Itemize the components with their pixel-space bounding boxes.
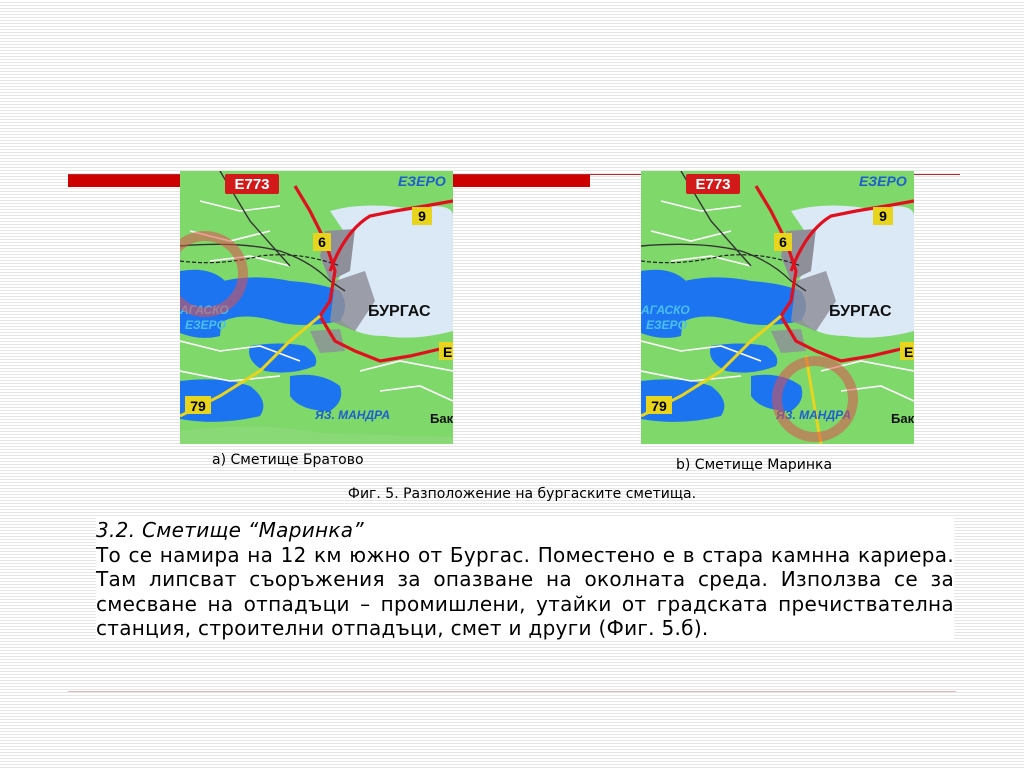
lake-label: ЕЗЕРО: [859, 173, 907, 189]
west-lake-label-1: АГАСКО: [180, 303, 229, 317]
top-rule-right: [914, 174, 960, 175]
west-lake-label-1: АГАСКО: [641, 303, 690, 317]
road-9-label: 9: [418, 208, 426, 224]
map-bratovo: [180, 171, 453, 444]
section-paragraph: То се намира на 12 км южно от Бургас. Поместено е в стара камнна кариера. Там липсват съоръжения за опазване на околната среда. Използва се за смесване на отпадъци – промишлени, утайки от градската пречиствателна станция, строителни отпадъци, смет и други (Фиг. 5.б).: [96, 542, 954, 640]
caption-b: b) Сметище Маринка: [676, 457, 833, 473]
bottom-rule: [68, 691, 956, 692]
section-title: 3.2. Сметище “Маринка”: [96, 518, 364, 542]
lake-label: ЕЗЕРО: [398, 173, 446, 189]
dam-label: ЯЗ. МАНДРА: [776, 408, 852, 422]
road-79-label: 79: [651, 398, 667, 414]
figure-caption: Фиг. 5. Разположение на бургаските сметища.: [347, 486, 697, 502]
east-label: Бак: [891, 411, 914, 426]
road-79-label: 79: [190, 398, 206, 414]
road-e-label: Е: [904, 344, 914, 360]
dam-label: ЯЗ. МАНДРА: [315, 408, 391, 422]
city-label: БУРГАС: [368, 303, 431, 320]
road-9-label: 9: [879, 208, 887, 224]
section-block: [96, 518, 954, 641]
east-label: Бак: [430, 411, 453, 426]
map-marinka: [641, 171, 914, 444]
caption-a: a) Сметище Братово: [212, 452, 364, 468]
road-e-label: Е: [443, 344, 453, 360]
accent-bar-mid: [453, 175, 590, 187]
e773-label: E773: [234, 176, 270, 193]
road-6-label: 6: [318, 234, 326, 250]
west-lake-label-2: ЕЗЕРО: [646, 318, 687, 332]
road-6-label: 6: [779, 234, 787, 250]
west-lake-label-2: ЕЗЕРО: [185, 318, 226, 332]
e773-label: E773: [695, 176, 731, 193]
city-label: БУРГАС: [829, 303, 892, 320]
